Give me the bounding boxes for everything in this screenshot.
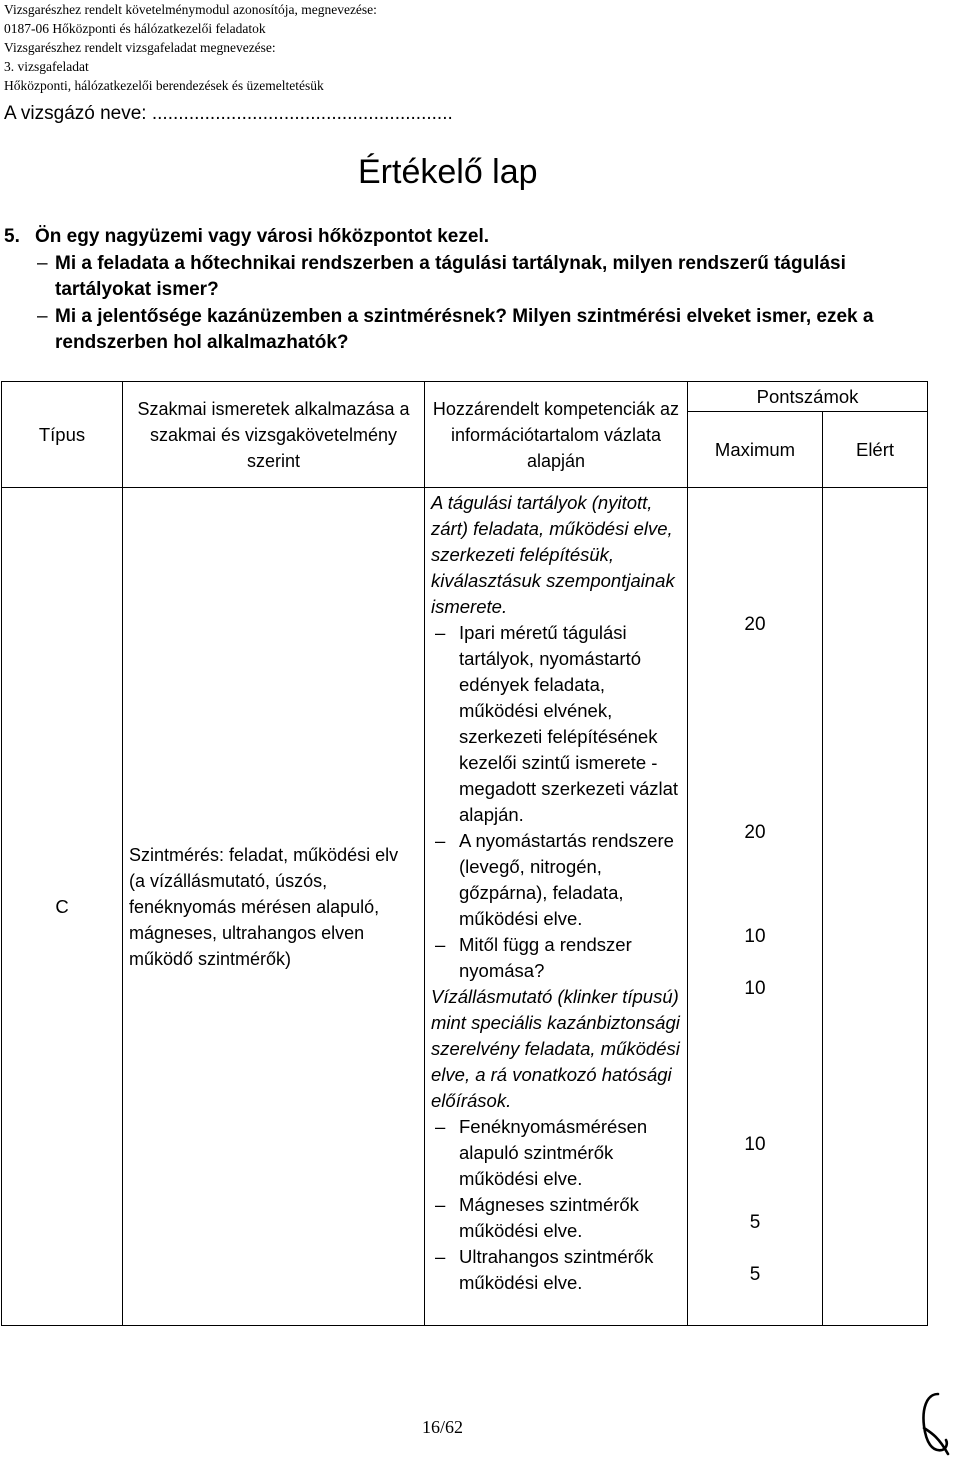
column-header-type: Típus (2, 382, 123, 488)
dash-bullet: – (435, 1116, 446, 1137)
task-intro-text: Ön egy nagyüzemi vagy városi hőközpontot kezel. (35, 226, 489, 247)
max-points-cell (688, 488, 823, 1326)
document-header (4, 0, 377, 95)
list-item (431, 1114, 681, 1192)
task-intro (4, 224, 934, 251)
max-points-value: 5 (749, 1212, 761, 1233)
column-header-points: Pontszámok (688, 382, 928, 412)
task-question-1-text: Mi a feladata a hőtechnikai rendszerben a tágulási tartálynak, milyen rendszerű tágulási tartályokat ismer? (55, 252, 846, 300)
max-points-value: 20 (744, 614, 766, 635)
max-points-value: 10 (744, 978, 766, 999)
max-points-value: 10 (744, 1134, 766, 1155)
list-item (431, 1244, 681, 1296)
page-title: Értékelő lap (358, 153, 538, 191)
dash-bullet: – (37, 305, 48, 327)
header-task-name: Hőközponti, hálózatkezelői berendezések és üzemeltetésük (4, 78, 324, 93)
dash-bullet: – (435, 830, 446, 851)
candidate-name-line: A vizsgázó neve: ......................................................... (4, 103, 453, 124)
max-points-value: 5 (749, 1264, 761, 1285)
dash-bullet: – (435, 1246, 446, 1267)
row-knowledge-cell: Szintmérés: feladat, működési elv (a vízállásmutató, úszós, fenéknyomás mérésen alapuló, mágneses, ultrahangos elven működő szintmérők) (123, 488, 425, 1326)
column-header-maximum: Maximum (688, 412, 823, 488)
list-item (431, 1192, 681, 1244)
dash-bullet: – (435, 622, 446, 643)
achieved-points-cell[interactable] (823, 488, 928, 1326)
dash-bullet: – (37, 252, 48, 274)
task-number: 5. (4, 226, 20, 247)
header-module-label: Vizsgarészhez rendelt követelménymodul azonosítója, megnevezése: (4, 2, 377, 17)
competence-intro-1: A tágulási tartályok (nyitott, zárt) feladata, működési elve, szerkezeti felépítésük, kiválasztásuk szempontjainak ismerete. (431, 492, 675, 617)
list-item (431, 620, 681, 828)
column-header-knowledge: Szakmai ismeretek alkalmazása a szakmai és vizsgakövetelmény szerint (123, 382, 425, 488)
row-competence-cell (425, 488, 688, 1326)
dash-bullet: – (435, 1194, 446, 1215)
table-header-row-1 (2, 382, 928, 412)
list-item-text: Fenéknyomásmérésen alapuló szintmérők működési elve. (459, 1116, 648, 1189)
list-item (431, 932, 681, 984)
task-description (4, 224, 934, 357)
table-row (2, 488, 928, 1326)
header-task-label: Vizsgarészhez rendelt vizsgafeladat megnevezése: (4, 40, 276, 55)
column-header-achieved: Elért (823, 412, 928, 488)
max-points-value: 10 (744, 926, 766, 947)
handwritten-signature-icon (916, 1388, 952, 1458)
task-question-1 (4, 251, 934, 304)
list-item-text: Ipari méretű tágulási tartályok, nyomástartó edények feladata, működési elvének, szerkezeti felépítésének kezelői szintű ismerete - megadott szerkezeti vázlat alapján. (459, 622, 679, 825)
task-question-2-text: Mi a jelentősége kazánüzemben a szintmérésnek? Milyen szintmérési elveket ismer, ezek a rendszerben hol alkalmazhatók? (55, 305, 874, 353)
page-number: 16/62 (422, 1417, 464, 1437)
list-item-text: Mitől függ a rendszer nyomása? (459, 934, 632, 981)
list-item-text: A nyomástartás rendszere (levegő, nitrogén, gőzpárna), feladata, működési elve. (459, 830, 674, 929)
column-header-competence: Hozzárendelt kompetenciák az információtartalom vázlata alapján (425, 382, 688, 488)
dash-bullet: – (435, 934, 446, 955)
list-item (431, 828, 681, 932)
task-question-2 (4, 304, 934, 357)
list-item-text: Ultrahangos szintmérők működési elve. (459, 1246, 654, 1293)
header-module-name: 0187-06 Hőközponti és hálózatkezelői feladatok (4, 21, 266, 36)
header-task-number: 3. vizsgafeladat (4, 59, 89, 74)
competence-intro-2: Vízállásmutató (klinker típusú) mint speciális kazánbiztonsági szerelvény feladata, működési elve, a rá vonatkozó hatósági előírások. (431, 986, 680, 1111)
list-item-text: Mágneses szintmérők működési elve. (459, 1194, 639, 1241)
max-points-value: 20 (744, 822, 766, 843)
row-type-cell: C (2, 488, 123, 1326)
evaluation-table (1, 381, 928, 1326)
